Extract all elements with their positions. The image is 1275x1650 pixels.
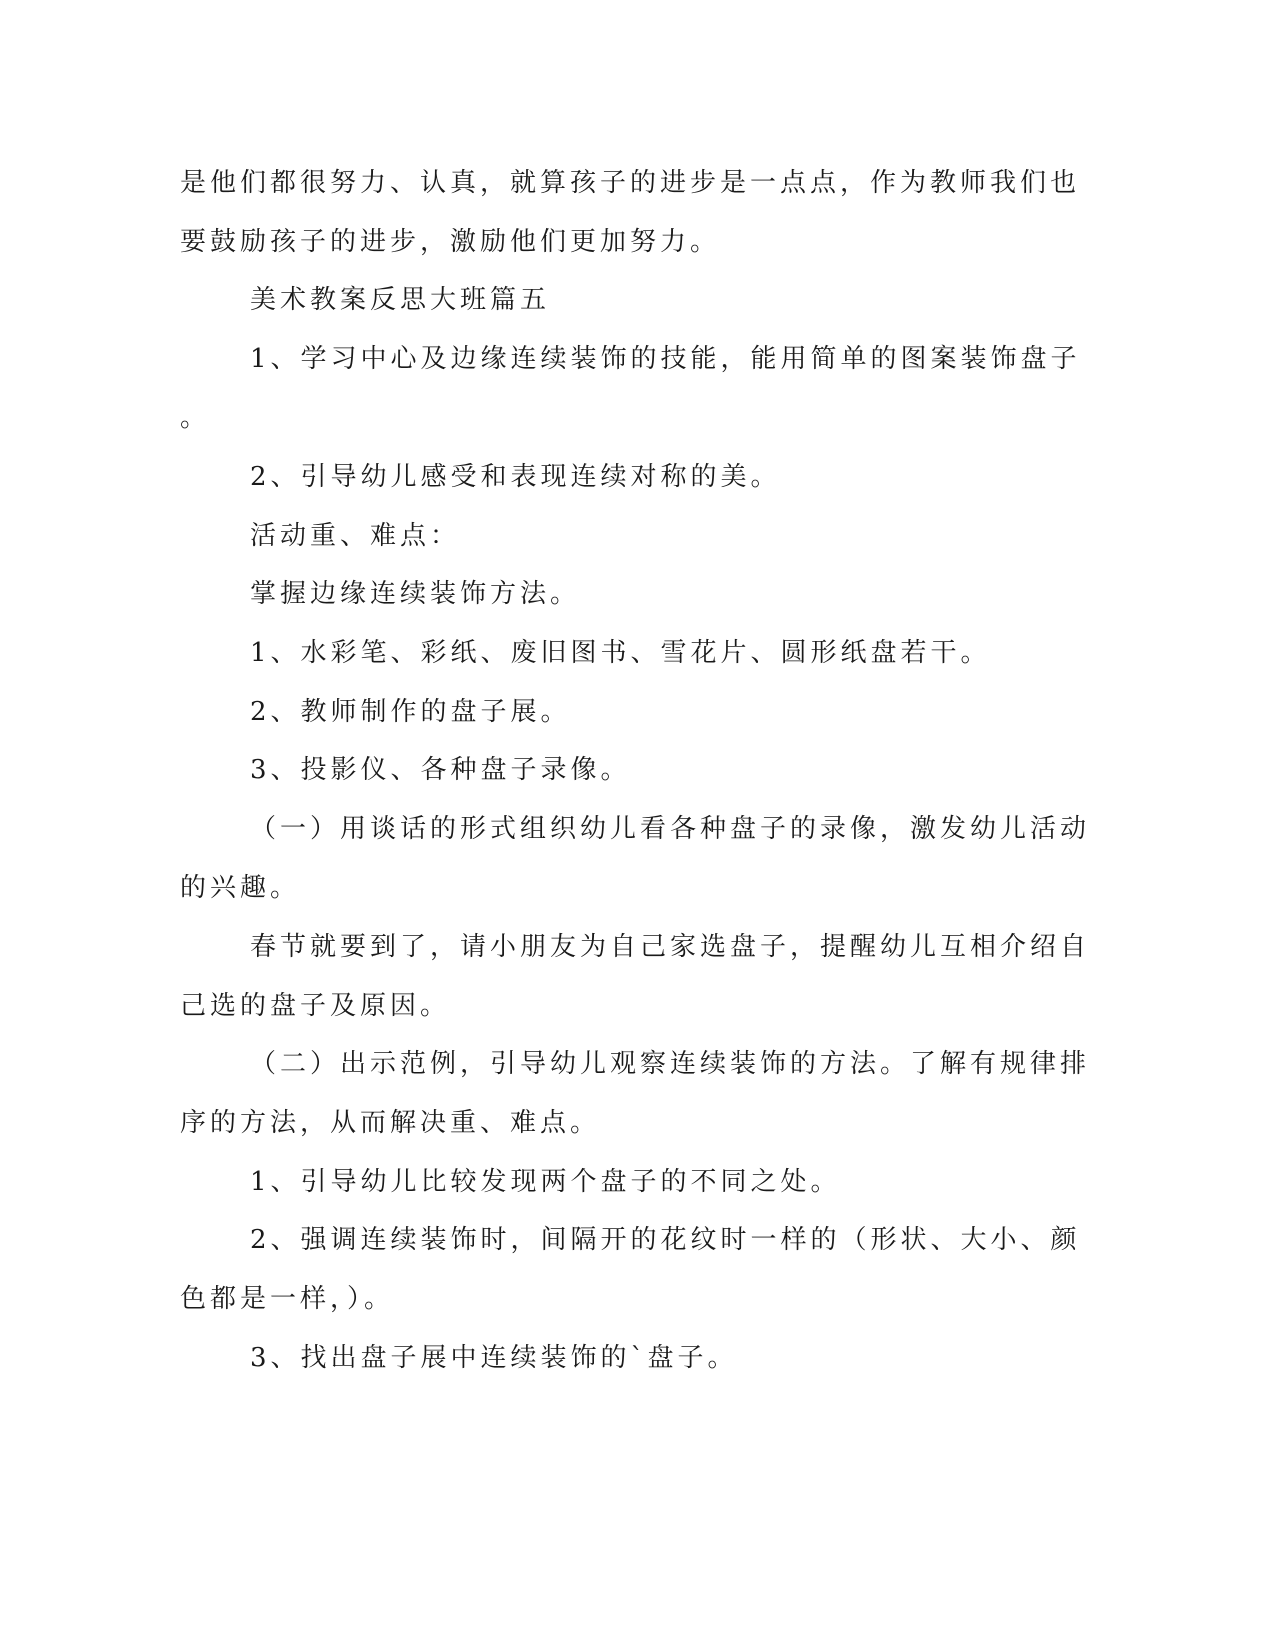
paragraph-line: 春节就要到了，请小朋友为自己家选盘子，提醒幼儿互相介绍自 <box>250 932 1091 962</box>
paragraph-line: （二）出示范例，引导幼儿观察连续装饰的方法。了解有规律排 <box>250 1049 1091 1079</box>
paragraph-line: （一）用谈话的形式组织幼儿看各种盘子的录像，激发幼儿活动 <box>250 814 1091 844</box>
paragraph-line: 1、引导幼儿比较发现两个盘子的不同之处。 <box>250 1167 841 1197</box>
paragraph-line: 序的方法，从而解决重、难点。 <box>180 1108 601 1138</box>
paragraph-line: 掌握边缘连续装饰方法。 <box>250 579 581 609</box>
paragraph-line: 己选的盘子及原因。 <box>180 991 451 1021</box>
paragraph-line: 要鼓励孩子的进步，激励他们更加努力。 <box>180 227 721 257</box>
paragraph-line: 3、找出盘子展中连续装饰的`盘子。 <box>250 1343 738 1373</box>
paragraph-line: 活动重、难点： <box>250 521 461 551</box>
paragraph-line: 2、强调连续装饰时，间隔开的花纹时一样的（形状、大小、颜 <box>250 1225 1081 1255</box>
section-heading: 美术教案反思大班篇五 <box>250 285 551 315</box>
paragraph-line: 1、水彩笔、彩纸、废旧图书、雪花片、圆形纸盘若干。 <box>250 638 991 668</box>
paragraph-line: 色都是一样，）。 <box>180 1284 395 1314</box>
paragraph-line: 。 <box>180 403 211 433</box>
paragraph-line: 1、学习中心及边缘连续装饰的技能，能用简单的图案装饰盘子 <box>250 344 1081 374</box>
paragraph-line: 3、投影仪、各种盘子录像。 <box>250 755 631 785</box>
paragraph-line: 是他们都很努力、认真，就算孩子的进步是一点点，作为教师我们也 <box>180 168 1081 198</box>
paragraph-line: 2、教师制作的盘子展。 <box>250 697 571 727</box>
paragraph-line: 的兴趣。 <box>180 873 301 903</box>
paragraph-line: 2、引导幼儿感受和表现连续对称的美。 <box>250 462 781 492</box>
